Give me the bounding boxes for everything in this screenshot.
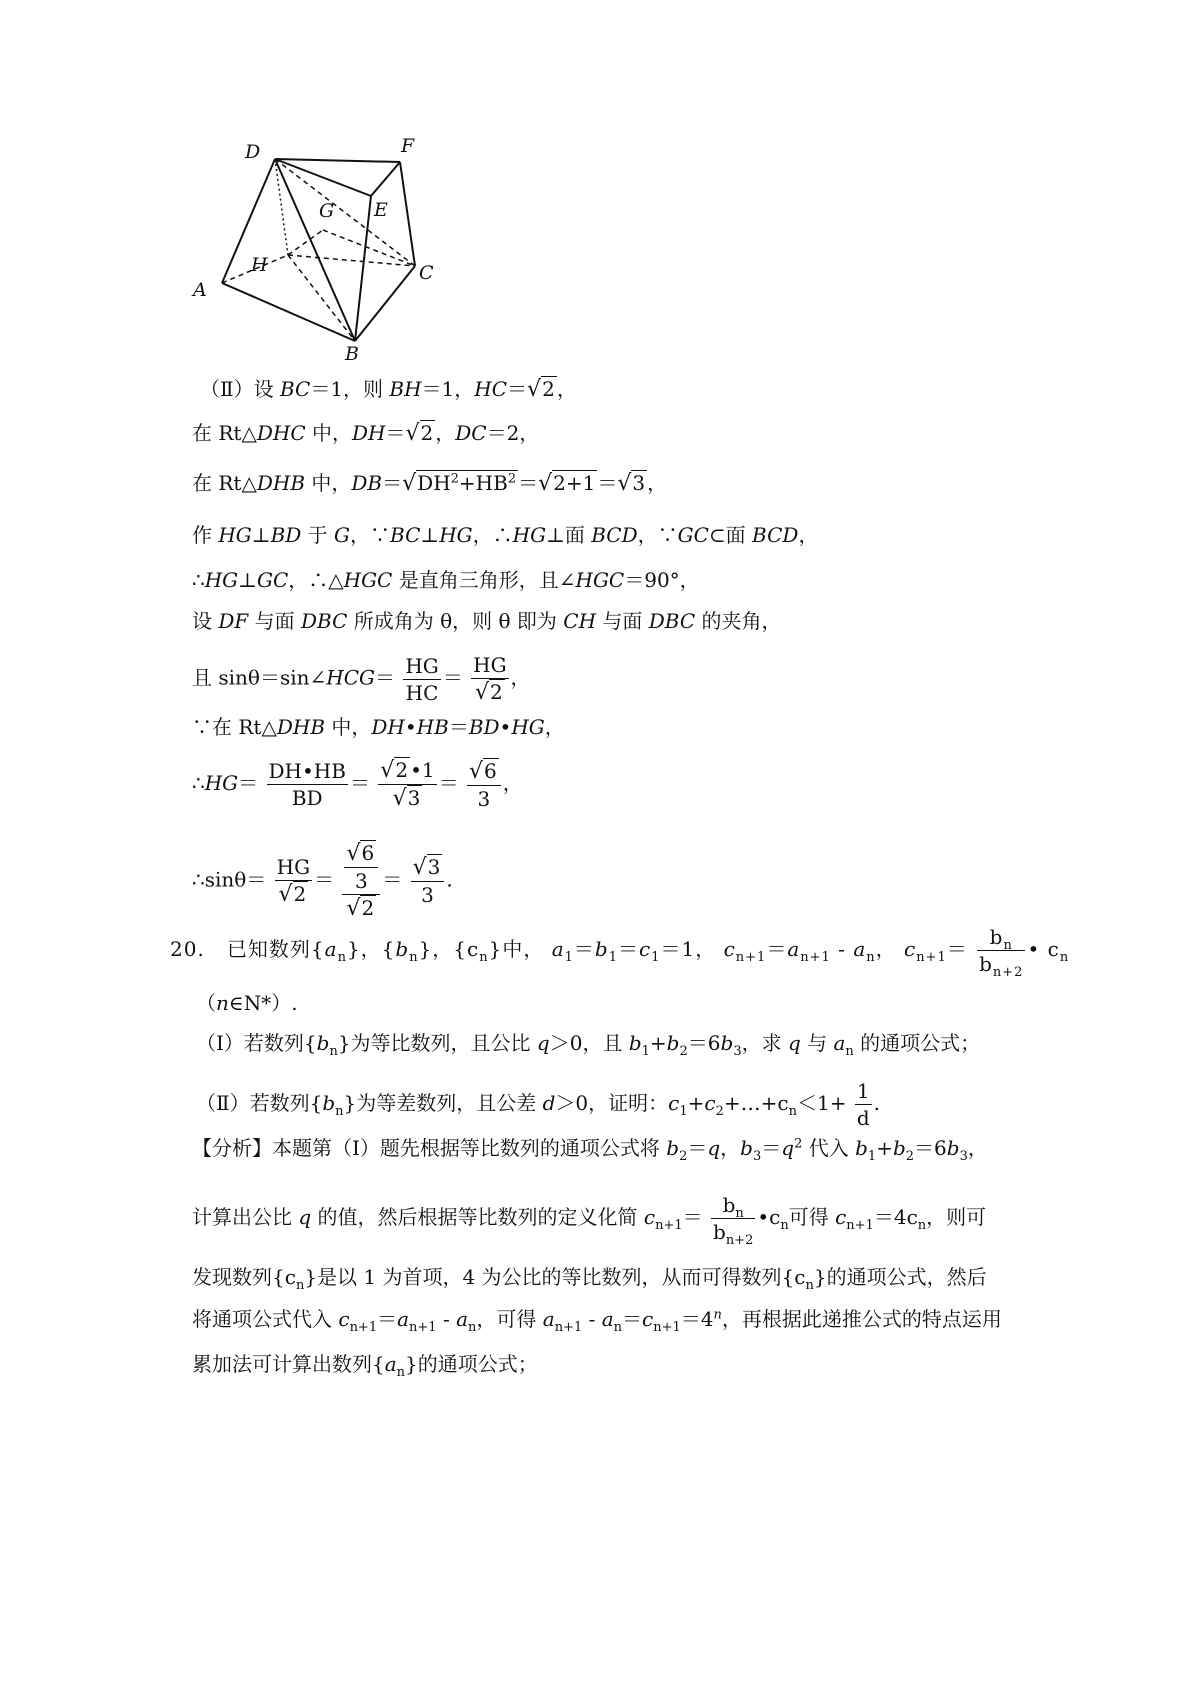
analysis-line-4: 将通项公式代入 $c_{n+1}=a_{n+1} - a_n$，可得 $a_{n+1} - a_n=c_{n+1}=4^n$，再根据此递推公式的特点运用	[192, 1307, 1002, 1335]
solution-line-9: ∴HG＝ $\frac{DH•HB}{BD}$ ＝ $\frac{√2 •1}{√3}$ ＝ $\frac{√6}{3}$ ，	[192, 758, 523, 811]
solution-line-6: 设 DF 与面 DBC 所成角为 θ，则 θ 即为 CH 与面 DBC 的夹角，	[192, 609, 782, 633]
label-A: A	[193, 279, 207, 301]
analysis-heading: 【分析】	[192, 1136, 272, 1160]
solution-line-3: 在 Rt△DHB 中，$DB=√DH^2+HB^2 =√2+1 =√3$ ，	[192, 471, 668, 496]
analysis-line-3: 发现数列$\{c_n\}$是以 1 为首项，4 为公比的等比数列，从而可得数列$\{c_n\}$的通项公式，然后	[192, 1265, 987, 1293]
solution-line-8: ∵在 Rt△DHB 中，DH•HB＝BD•HG，	[192, 715, 565, 739]
label-B: B	[345, 343, 359, 365]
label-D: D	[245, 141, 261, 163]
problem-20-part-2: （Ⅱ）若数列$\{b_n\}$为等差数列，且公差 d＞0，证明：$c_1+c_2+\dots+c_n<1+$ $\frac{1}{d}$ .	[196, 1079, 880, 1130]
solution-line-4: 作 HG⊥BD 于 G，∵BC⊥HG，∴HG⊥面 BCD，∵GC⊂面 BCD，	[192, 523, 819, 547]
problem-number: 20.	[170, 937, 205, 961]
solution-line-7: 且 sinθ＝sin∠HCG＝ $\frac{HG}{HC}$ ＝ $\frac{HG}{√2}$ ，	[192, 653, 531, 705]
problem-20-line-2: （n∈N*）.	[196, 991, 298, 1015]
solution-line-5: ∴HG⊥GC，∴△HGC 是直角三角形，且∠HGC＝90°，	[192, 568, 700, 592]
label-C: C	[419, 262, 434, 284]
label-F: F	[401, 135, 415, 157]
solution-line-1: （Ⅱ）设 BC＝1，则 BH＝1，HC＝√2 ，	[200, 377, 577, 402]
solution-line-10: ∴sinθ＝ $\frac{HG}{√2}$ ＝ $\frac{\frac{√6}{3}}{√2}$ ＝ $\frac{√3}{3}$ .	[192, 841, 453, 921]
analysis-line-5: 累加法可计算出数列$\{a_n\}$的通项公式；	[192, 1352, 538, 1380]
analysis-line-2: 计算出公比 q 的值，然后根据等比数列的定义化简 $c_{n+1}=$ $\frac{b_n}{b_{n+2}}$ $•c_n$可得 $c_{n+1}=4c_n$，则可	[192, 1193, 987, 1248]
problem-20-part-1: （Ⅰ）若数列$\{b_n\}$为等比数列，且公比 q＞0，且 $b_1+b_2=6b_3$，求 q 与 $a_n$ 的通项公式；	[196, 1031, 981, 1059]
solution-line-2: 在 Rt△DHC 中，DH＝√2 ，DC＝2，	[192, 421, 540, 446]
label-H: H	[251, 254, 268, 276]
problem-20-line-1: 20. 已知数列$\{a_n\}$，$\{b_n\}$，$\{c_n\}$中， $a_1=b_1=c_1=1$， $c_{n+1}=a_{n+1} - a_n$， $c_{n+1}=$ $\frac{b_n}{b_{n+2}}$ • $c_n$	[170, 925, 1070, 980]
label-G: G	[319, 200, 335, 222]
analysis-line-1: 【分析】本题第（Ⅰ）题先根据等比数列的通项公式将 $b_2=q$，$b_3=q^2$ 代入 $b_1+b_2=6b_3$，	[192, 1136, 988, 1164]
pyramid-figure	[193, 135, 465, 370]
label-E: E	[374, 199, 388, 221]
